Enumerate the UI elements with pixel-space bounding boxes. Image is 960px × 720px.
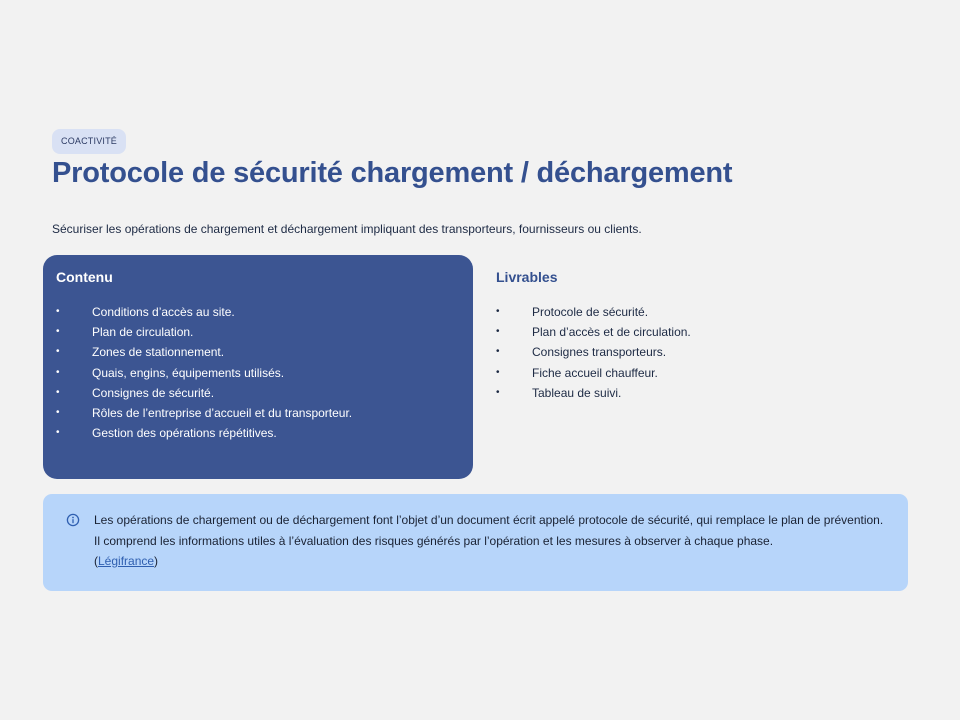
bullet-icon: • <box>496 386 500 398</box>
list-item-label: Fiche accueil chauffeur. <box>532 365 658 380</box>
bullet-icon: • <box>56 406 60 418</box>
info-callout <box>43 494 908 591</box>
list-item-label: Consignes de sécurité. <box>92 385 215 400</box>
list-item <box>496 385 691 405</box>
list-item <box>56 304 352 324</box>
bullet-icon: • <box>56 326 60 338</box>
list-item <box>56 405 352 425</box>
list-item <box>56 344 352 364</box>
list-item-label: Quais, engins, équipements utilisés. <box>92 365 285 380</box>
list-item-label: Plan de circulation. <box>92 325 194 340</box>
bullet-icon: • <box>56 386 60 398</box>
bullet-icon: • <box>496 366 500 378</box>
list-item <box>496 344 691 364</box>
page-title: Protocole de sécurité chargement / déchargement <box>52 157 733 189</box>
list-item-label: Tableau de suivi. <box>532 385 622 400</box>
source-close-paren: ) <box>154 554 159 568</box>
list-item-label: Plan d’accès et de circulation. <box>532 325 691 340</box>
bullet-icon: • <box>56 306 60 317</box>
list-item <box>496 365 691 385</box>
bullet-icon: • <box>496 346 500 358</box>
info-icon <box>66 513 80 527</box>
contenu-card <box>43 255 473 479</box>
list-item <box>496 324 691 344</box>
list-item-label: Gestion des opérations répétitives. <box>92 426 277 441</box>
list-item-label: Rôles de l’entreprise d’accueil et du transporteur. <box>92 405 353 420</box>
contenu-title: Contenu <box>56 269 113 285</box>
page-subtitle: Sécuriser les opérations de chargement et déchargement impliquant des transporteurs, fournisseurs ou clients. <box>52 222 642 236</box>
source-open-paren: ( <box>94 554 98 568</box>
info-callout-text <box>94 510 884 572</box>
list-item <box>56 385 352 405</box>
bullet-icon: • <box>496 306 500 317</box>
bullet-icon: • <box>56 346 60 358</box>
contenu-list <box>56 304 352 445</box>
category-badge: COACTIVITÉ <box>52 129 126 154</box>
legifrance-link[interactable]: Légifrance <box>98 554 155 568</box>
list-item-label: Conditions d’accès au site. <box>92 305 235 319</box>
livrables-section <box>483 255 903 479</box>
list-item <box>56 324 352 344</box>
bullet-icon: • <box>56 427 60 439</box>
info-callout-body: Les opérations de chargement ou de déchargement font l’objet d’un document écrit appelé protocole de sécurité, qui remplace le plan de prévention. Il comprend les informations utiles à l’évaluation des risques générés par l’opération et les mesures à observer à chaque phase. <box>94 513 884 548</box>
list-item <box>56 425 352 445</box>
list-item-label: Zones de stationnement. <box>92 345 225 360</box>
list-item <box>56 365 352 385</box>
livrables-title: Livrables <box>496 269 558 285</box>
list-item-label: Protocole de sécurité. <box>532 305 649 319</box>
list-item-label: Consignes transporteurs. <box>532 345 667 360</box>
list-item <box>496 304 691 324</box>
bullet-icon: • <box>56 366 60 378</box>
bullet-icon: • <box>496 326 500 338</box>
livrables-list <box>496 304 691 405</box>
